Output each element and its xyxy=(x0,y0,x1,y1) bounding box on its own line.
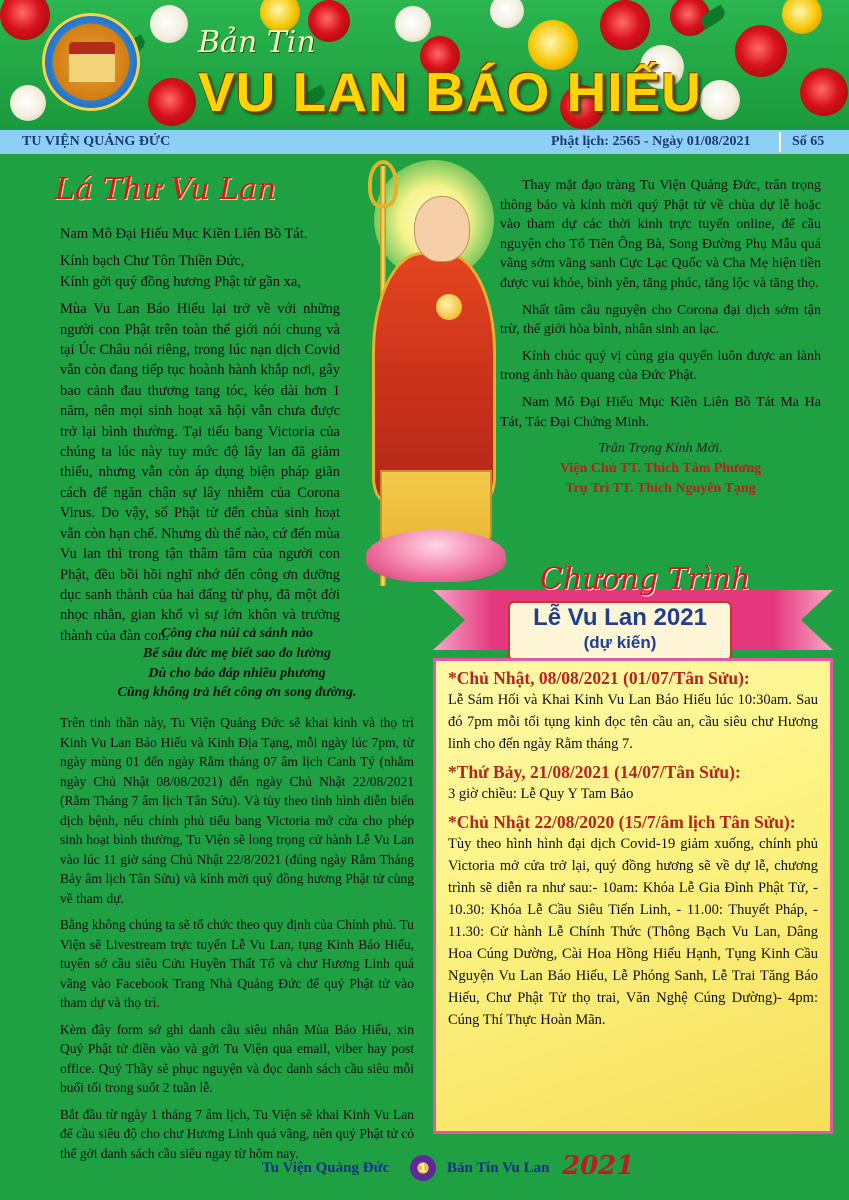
rose-decoration xyxy=(148,78,196,126)
rose-decoration xyxy=(10,85,46,121)
letter-paragraph: Bằng không chúng ta sẽ tổ chức theo quy định của Chính phủ. Tu Viện sẽ Livestream trực tuyến Lễ Vu Lan, tụng Kinh Báo Hiếu, tuyên sớ cầu siêu Cửu Huyền Thất Tổ và chư Hương Linh quá vãng vào Facebook Trang Nhà Quảng Đức để quý Phật tử vào tham dự và thọ trì. xyxy=(60,917,414,1011)
divider xyxy=(779,132,781,152)
rose-decoration xyxy=(150,5,188,43)
dharma-wheel-icon: 1 xyxy=(410,1155,436,1181)
event-body: Tùy theo hình hình đại dịch Covid-19 giảm xuống, chính phủ Victoria mở cửa trở lại, quý đồng hương sẽ về dự lễ, chương trình sẽ diễn ra như sau:- 10am: Khóa Lễ Gia Đình Phật Tử, - 10.30: Khóa Lễ Cầu Siêu Tiến Linh, - 11.00: Thuyết Pháp, - 11.30: Cử hành Lễ Chính Thức (Thông Bạch Vu Lan, Dâng Hoa Cúng Dường, Cài Hoa Hồng Hiếu Hạnh, Tụng Kinh Cầu Nguyện Vu Lan Báo Hiếu, Lễ Phóng Sanh, Lễ Trai Tăng Báo Hiếu, Chư Phật Tử thọ trai, Văn Nghệ Cúng Dường)- 4pm: Cúng Thí Thực Hoàn Mãn. xyxy=(448,836,818,1028)
program-title-box xyxy=(508,601,732,661)
organization-name: TU VIỆN QUẢNG ĐỨC xyxy=(22,134,171,149)
robe xyxy=(372,252,496,502)
newsletter-title: VU LAN BÁO HIẾU xyxy=(198,61,702,123)
letter-paragraph: Bắt đầu từ ngày 1 tháng 7 âm lịch, Tu Viện sẽ khai Kinh Vu Lan để cầu siêu độ cho chư Hương Linh quá vãng, nên quý Phật tử có thể gởi danh sách cầu siêu ngay từ hôm nay. xyxy=(60,1106,414,1161)
issue-number: Số 65 xyxy=(792,134,825,149)
letter-column-bottom xyxy=(60,618,414,1170)
staff-finial xyxy=(368,160,398,208)
info-bar xyxy=(0,130,849,154)
signature-resident: Trụ Trì TT. Thích Nguyên Tạng xyxy=(565,481,756,497)
poem-line: Công cha núi cả sánh nào xyxy=(160,626,314,641)
newsletter-label: Bản Tin xyxy=(198,25,316,60)
program-script-title: Chương Trình xyxy=(540,562,751,597)
program-event xyxy=(448,667,818,755)
signature-block xyxy=(500,439,821,499)
poem-line: Bể sâu đức mẹ biết sao đo lường xyxy=(142,645,331,661)
rose-decoration xyxy=(700,80,740,120)
program-subtitle: (dự kiến) xyxy=(583,633,657,652)
poem-line: Dù cho báo đáp nhiều phương xyxy=(148,665,326,681)
rose-decoration xyxy=(735,25,787,77)
salutation-1: Kính bạch Chư Tôn Thiền Đức, xyxy=(60,253,245,270)
letter-paragraph: Thay mặt đạo tràng Tu Viện Quảng Đức, trân trọng thông báo và kính mời quý Phật tử về chùa dự lễ hoặc vào tham dự các thời kinh trực tuyến online, để cầu nguyện cho Tổ Tiên Ông Bà, Song Đường Phụ Mẫu quá vãng sớm vãng sanh Cực Lạc Quốc và Cha Mẹ hiện tiền được vui khỏe, bình yên, tăng phúc, tăng lộc và tăng thọ. xyxy=(500,178,821,291)
rose-decoration xyxy=(600,0,650,50)
letter-column-right xyxy=(500,176,821,499)
event-body: 3 giờ chiều: Lễ Quy Y Tam Bảo xyxy=(448,786,634,802)
event-body: Lễ Sám Hối và Khai Kinh Vu Lan Báo Hiếu lúc 10:30am. Sau đó 7pm mỗi tối tụng kinh đọc tên cầu an, cầu siêu chư Hương linh cho đến ngày Rằm tháng 7. xyxy=(448,692,818,752)
letter-title: Lá Thư Vu Lan xyxy=(55,172,277,207)
footer-organization: Tu Viện Quảng Đức xyxy=(262,1160,390,1176)
rose-decoration xyxy=(490,0,524,28)
poem xyxy=(60,624,414,703)
program-event xyxy=(448,811,818,1031)
program-title: Lễ Vu Lan 2021 xyxy=(533,604,707,631)
event-heading: *Chủ Nhật, 08/08/2021 (01/07/Tân Sửu): xyxy=(448,668,750,688)
lotus-pedestal xyxy=(366,530,506,582)
rose-decoration xyxy=(0,0,50,40)
program-event xyxy=(448,761,818,805)
temple-icon xyxy=(69,42,115,82)
signature-abbot: Viện Chủ TT. Thích Tâm Phương xyxy=(559,461,762,477)
event-heading: *Thứ Bảy, 21/08/2021 (14/07/Tân Sửu): xyxy=(448,762,741,782)
letter-paragraph: Nam Mô Đại Hiếu Mục Kiền Liên Bồ Tát Ma Ha Tát, Tác Đại Chứng Minh. xyxy=(500,394,821,430)
salutation-2: Kính gởi quý đồng hương Phật tử gần xa, xyxy=(60,273,301,290)
rose-decoration xyxy=(782,0,822,34)
jewel-orb xyxy=(436,294,462,320)
letter-column-top xyxy=(60,224,340,653)
letter-paragraph: Kèm đây form sớ ghi danh cầu siêu nhân Mùa Báo Hiếu, xin Quý Phật tử điền vào và gởi Tu Viện qua email, viber hay post office. Quý Thầy sẽ phục nguyện và đọc danh sách cầu siêu mỗi buổi tối trong suốt 2 tuần lễ. xyxy=(60,1021,414,1096)
footer-year: 2021 xyxy=(562,1151,635,1181)
letter-paragraph: Trên tinh thần này, Tu Viện Quảng Đức sẽ khai kinh và thọ trì Kinh Vu Lan Báo Hiếu và Kinh Địa Tạng, mỗi ngày lúc 7pm, từ ngày mùng 01 đến ngày Rằm tháng 07 âm lịch Canh Tý (nhằm ngày Chủ Nhật 08/08/2021) đến ngày Chủ Nhật 22/08/2021 (Rằm Tháng 7 âm lịch Tân Sửu). Và tùy theo tình hình diễn biến dịch bệnh, nếu chính phủ tiểu bang Victoria mở cửa cho phép sinh hoạt bình thường, Tu Viện sẽ long trọng cử hành Lễ Vu Lan vào lúc 11 giờ sáng Chủ Nhật 22/8/2021 (đúng ngày Rằm Tháng Bảy âm lịch Tân Sửu) và kính mời quý đồng hương Phật tử cùng về tham dự. xyxy=(60,715,414,906)
program-box xyxy=(433,658,833,1134)
event-heading: *Chủ Nhật 22/08/2020 (15/7/âm lịch Tân Sửu): xyxy=(448,812,796,832)
letter-paragraph: Kính chúc quý vị cùng gia quyến luôn được an lành trong ánh hào quang của Đức Phật. xyxy=(500,348,821,384)
rose-decoration xyxy=(395,6,431,42)
issue-date: Phật lịch: 2565 - Ngày 01/08/2021 xyxy=(551,134,751,149)
footer-publication: Bản Tin Vu Lan xyxy=(447,1160,550,1176)
invocation: Nam Mô Đại Hiếu Mục Kiền Liên Bồ Tát. xyxy=(60,226,308,242)
closing-greeting: Trân Trọng Kính Mời. xyxy=(598,441,723,457)
monastery-logo xyxy=(42,13,140,111)
poem-line: Cũng không trả hết công ơn song đường. xyxy=(117,685,357,701)
letter-paragraph: Mùa Vu Lan Báo Hiếu lại trở về với những người con Phật trên toàn thế giới nói chung và tại Úc Châu nói riêng, trong lúc nạn dịch Covid vẫn còn đang tiếp tục hoành hành khắp nơi, gây bao cảnh đau thương tang tóc, kéo dài hơn 1 năm, nên mọi sinh hoạt xã hội vẫn chưa được trở lại bình thường. Tại tiểu bang Victoria của chúng ta lúc này tuy mức độ lây lan đã giảm thiểu, nhưng vẫn còn áp dụng biện pháp giãn cách để ngăn chận sự lây nhiễm của Corona Virus. Do vậy, số Phật tử đến chùa sinh hoạt vẫn còn hạn chế. Nhưng dù thế nào, cứ đến mùa Vu lan thì trong tận thâm tâm của người con Phật, đều bồi hồi nghĩ nhớ đến công ơn dưỡng dục sanh thành của hai đấng từ phụ, đã một đời nhọc nhằn, gian khổ vì sự lớn khôn và trưởng thành của đàn con. xyxy=(60,301,340,644)
head xyxy=(414,196,470,262)
header-banner xyxy=(0,0,849,130)
letter-paragraph: Nhất tâm cầu nguyện cho Corona đại dịch sớm tận trừ, thế giới hòa bình, nhân sinh an lạc. xyxy=(500,302,821,338)
page-footer xyxy=(0,1148,849,1188)
rose-decoration xyxy=(800,68,848,116)
